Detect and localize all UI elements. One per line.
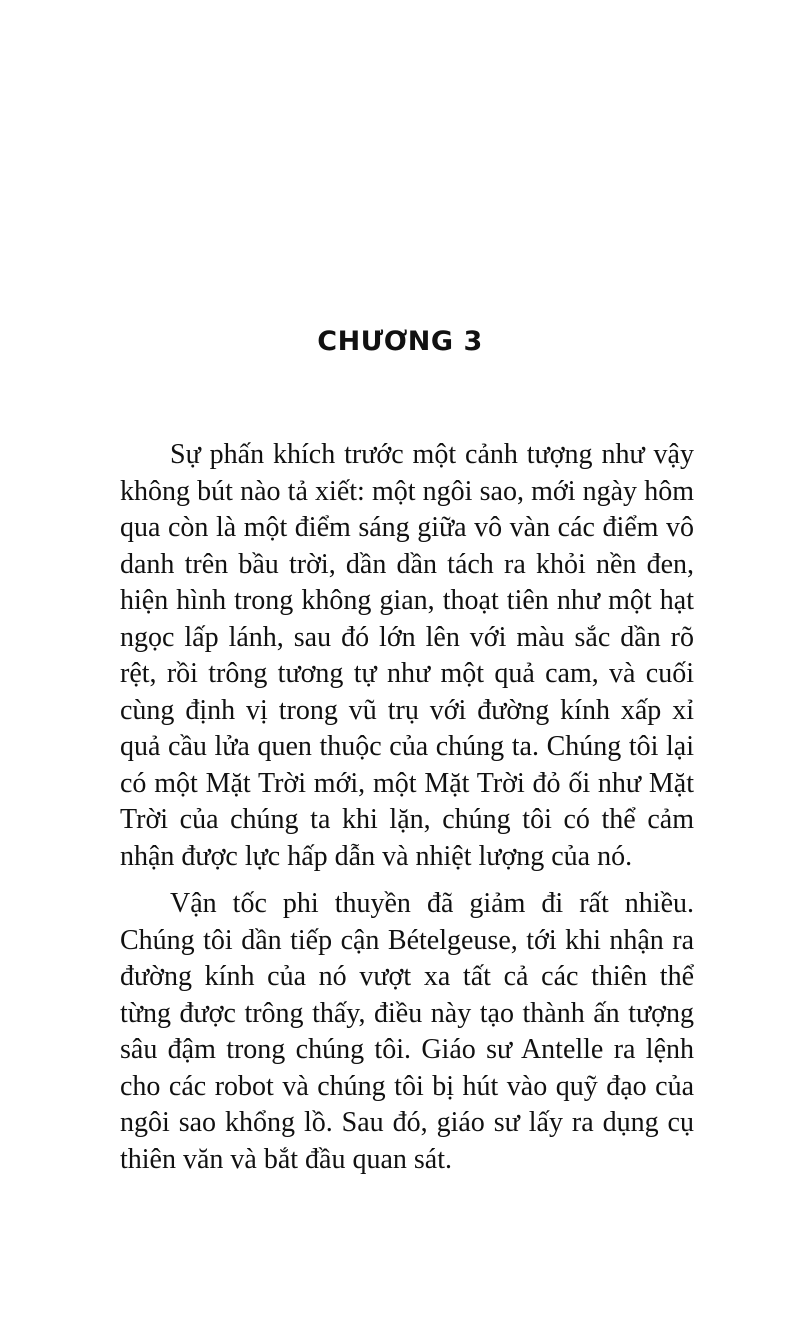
paragraph-1: Sự phấn khích trước một cảnh tượng như vậy không bút nào tả xiết: một ngôi sao, mới ngày hôm qua còn là một điểm sáng giữa vô vàn các điểm vô danh trên bầu trời, dần dần tách ra khỏi nền đen, hiện hình trong không gian, thoạt tiên như một hạt ngọc lấp lánh, sau đó lớn lên với màu sắc dần rõ rệt, rồi trông tương tự như một quả cam, và cuối cùng định vị trong vũ trụ với đường kính xấp xỉ quả cầu lửa quen thuộc của chúng ta. Chúng tôi lại có một Mặt Trời mới, một Mặt Trời đỏ ối như Mặt Trời của chúng ta khi lặn, chúng tôi có thể cảm nhận được lực hấp dẫn và nhiệt lượng của nó.: [120, 439, 694, 872]
chapter-body: [120, 437, 694, 1178]
chapter-title: CHƯƠNG 3: [317, 326, 483, 358]
paragraph-2: Vận tốc phi thuyền đã giảm đi rất nhiều. Chúng tôi dần tiếp cận Bételgeuse, tới khi nhận ra đường kính của nó vượt xa tất cả các thiên thể từng được trông thấy, điều này tạo thành ấn tượng sâu đậm trong chúng tôi. Giáo sư Antelle ra lệnh cho các robot và chúng tôi bị hút vào quỹ đạo của ngôi sao khổng lồ. Sau đó, giáo sư lấy ra dụng cụ thiên văn và bắt đầu quan sát.: [120, 888, 694, 1175]
